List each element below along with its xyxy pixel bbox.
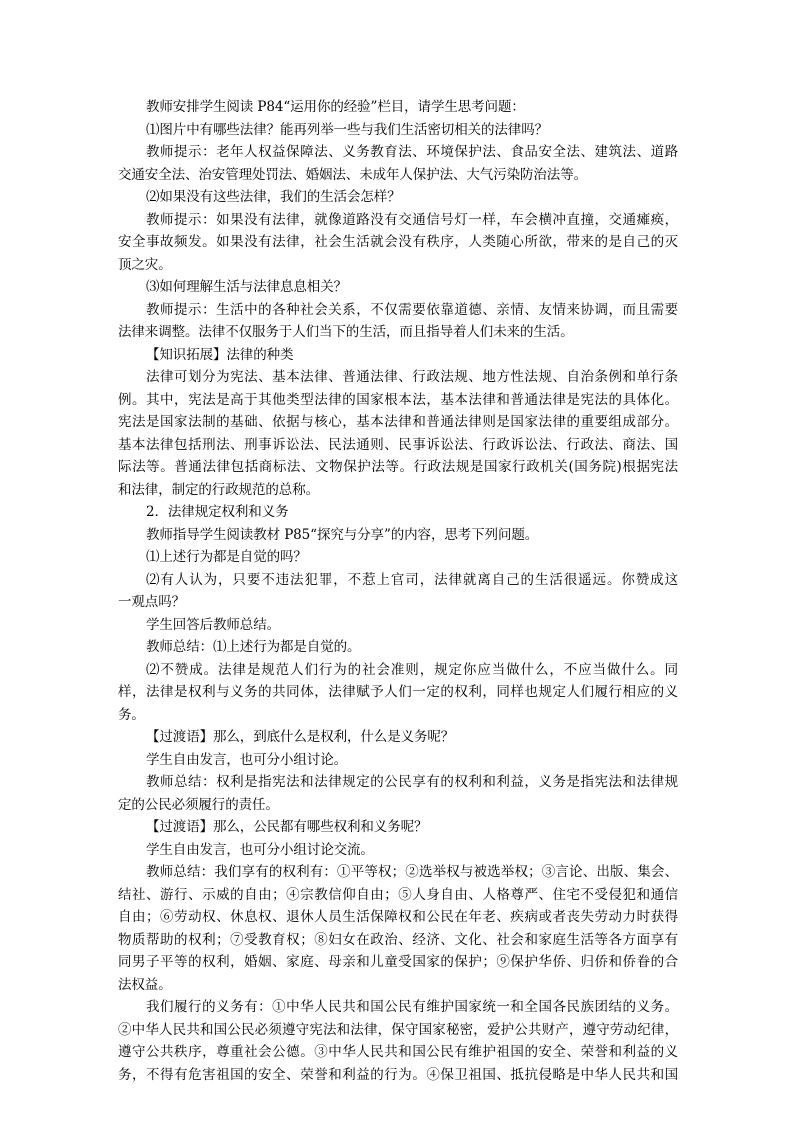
text-line: 学生自由发言，也可分小组讨论交流。: [146, 841, 374, 858]
text-line: ②中华人民共和国公民必须遵守宪法和法律，保守国家秘密，爱护公共财产，遵守劳动纪律，: [118, 1021, 678, 1038]
text-line: 际法等。普通法律包括商标法、文物保护法等。行政法规是国家行政机关(国务院)根据宪法: [118, 459, 678, 475]
text-line: 基本法律包括刑法、刑事诉讼法、民法通则、民事诉讼法、行政诉讼法、行政法、商法、国: [118, 436, 678, 453]
text-line: 【知识拓展】法律的种类: [146, 346, 294, 363]
text-line: 教师提示：如果没有法律，就像道路没有交通信号灯一样，车会横冲直撞，交通瘫痪，: [146, 211, 678, 228]
text-line: 教师提示：生活中的各种社会关系，不仅需要依靠道德、亲情、友情来协调，而且需要: [146, 301, 678, 318]
document-page: [118, 96, 678, 1086]
text-line: ⑵如果没有这些法律，我们的生活会怎样？: [146, 189, 401, 205]
text-line: 一观点吗？: [118, 594, 185, 610]
text-line: 教师指导学生阅读教材 P85“探究与分享”的内容，思考下列问题。: [146, 526, 539, 543]
text-line: 教师提示：老年人权益保障法、义务教育法、环境保护法、食品安全法、建筑法、道路: [146, 144, 678, 160]
text-line: 例。其中，宪法是高于其他类型法律的国家根本法，基本法律和普通法律是宪法的具体化。: [118, 391, 678, 408]
text-line: 我们履行的义务有：①中华人民共和国公民有维护国家统一和全国各民族团结的义务。: [146, 999, 678, 1015]
text-line: ⑴图片中有哪些法律？能再列举一些与我们生活密切相关的法律吗？: [146, 121, 548, 138]
text-line: ⑵不赞成。法律是规范人们行为的社会准则，规定你应当做什么，不应当做什么。同: [146, 661, 678, 678]
text-line: ⑶如何理解生活与法律息息相关？: [146, 279, 347, 295]
text-line: 同男子平等的权利，婚姻、家庭、母亲和儿童受国家的保护；⑨保护华侨、归侨和侨眷的合: [118, 954, 678, 970]
text-line: 【过渡语】那么，公民都有哪些权利和义务呢？: [146, 819, 428, 835]
text-line: 务，不得有危害祖国的安全、荣誉和利益的行为。④保卫祖国、抵抗侵略是中华人民共和国: [118, 1066, 678, 1083]
text-line: 物质帮助的权利；⑦受教育权；⑧妇女在政治、经济、文化、社会和家庭生活等各方面享有: [118, 931, 678, 948]
text-line: ⑵有人认为，只要不违法犯罪，不惹上官司，法律就离自己的生活很遥远。你赞成这: [146, 571, 678, 588]
text-line: 结社、游行、示威的自由；④宗教信仰自由；⑤人身自由、人格尊严、住宅不受侵犯和通信: [118, 886, 678, 903]
text-line: 【过渡语】那么，到底什么是权利，什么是义务呢？: [146, 729, 455, 745]
text-line: 教师总结：我们享有的权利有：①平等权；②选举权与被选举权；③言论、出版、集会、: [146, 864, 678, 880]
text-line: 安全事故频发。如果没有法律，社会生活就会没有秩序，人类随心所欲，带来的是自己的灭: [118, 234, 678, 250]
text-line: 宪法是国家法制的基础、依据与核心，基本法律和普通法律则是国家法律的重要组成部分。: [118, 414, 678, 430]
text-line: 法律来调整。法律不仅服务于人们当下的生活，而且指导着人们未来的生活。: [118, 324, 574, 340]
text-line: 教师总结：权利是指宪法和法律规定的公民享有的权利和利益，义务是指宪法和法律规: [146, 774, 678, 790]
text-line: 定的公民必须履行的责任。: [118, 796, 279, 813]
text-line: ⑴上述行为都是自觉的吗？: [146, 549, 307, 565]
text-line: 法权益。: [118, 976, 172, 993]
text-line: 交通安全法、治安管理处罚法、婚姻法、未成年人保护法、大气污染防治法等。: [118, 166, 587, 183]
text-line: 学生回答后教师总结。: [146, 616, 280, 633]
text-line: 务。: [118, 706, 145, 723]
text-line: 教师安排学生阅读 P84“运用你的经验”栏目，请学生思考问题：: [146, 99, 525, 115]
text-line: 遵守公共秩序，尊重社会公德。③中华人民共和国公民有维护祖国的安全、荣誉和利益的义: [118, 1044, 678, 1060]
text-line: 2．法律规定权利和义务: [146, 504, 289, 520]
text-line: 学生自由发言，也可分小组讨论。: [146, 751, 347, 768]
text-line: 自由；⑥劳动权、休息权、退休人员生活保障权和公民在年老、疾病或者丧失劳动力时获得: [118, 909, 678, 925]
text-line: 法律可划分为宪法、基本法律、普通法律、行政法规、地方性法规、自治条例和单行条: [146, 369, 678, 385]
text-line: 样，法律是权利与义务的共同体，法律赋予人们一定的权利，同样也规定人们履行相应的义: [118, 684, 678, 700]
text-line: 顶之灾。: [118, 256, 172, 273]
text-line: 教师总结：⑴上述行为都是自觉的。: [146, 639, 361, 655]
text-line: 和法律，制定的行政规范的总称。: [118, 481, 319, 498]
